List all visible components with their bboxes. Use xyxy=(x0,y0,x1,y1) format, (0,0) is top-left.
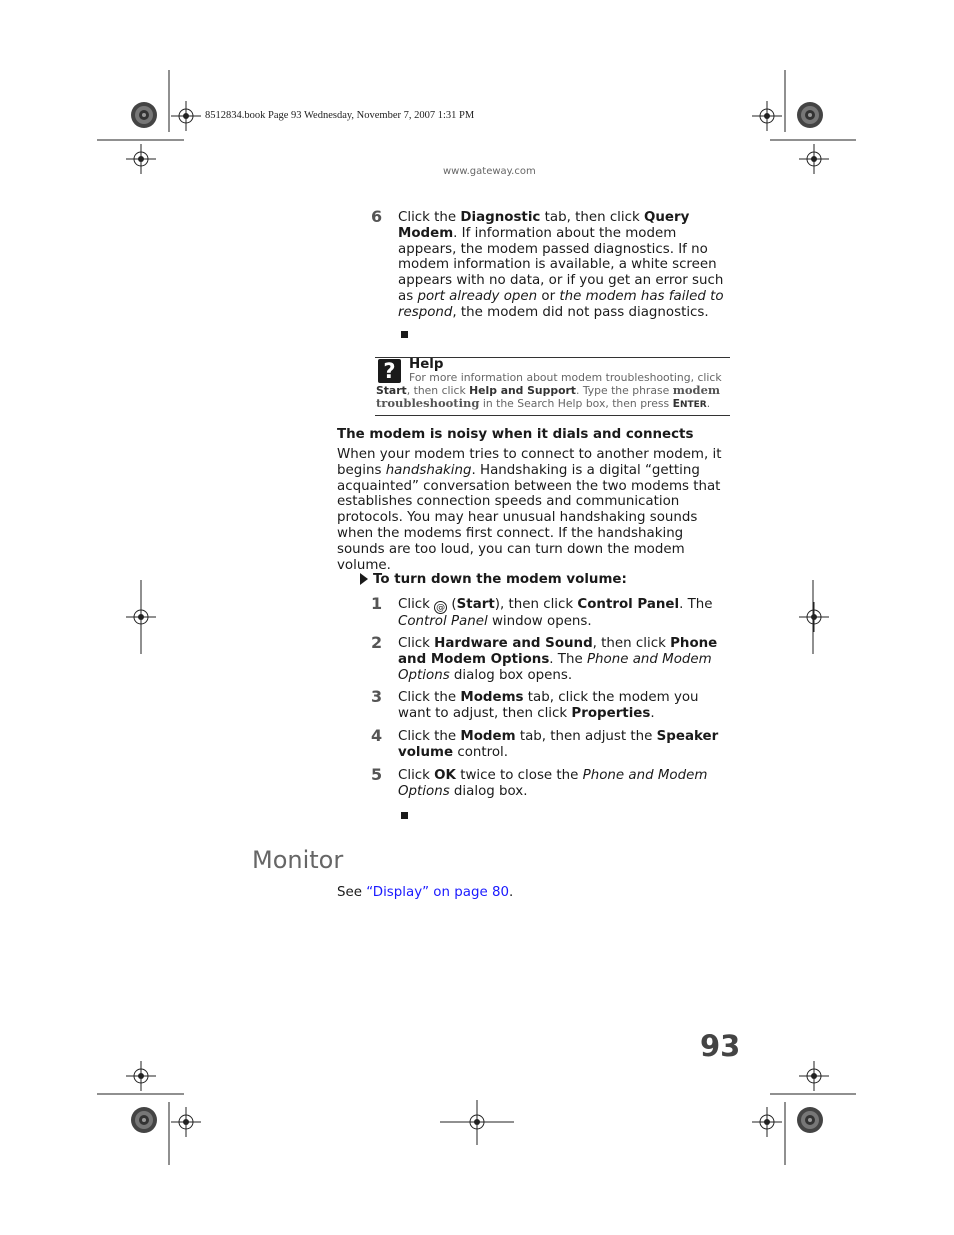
step-6-text: Click the Diagnostic tab, then click Query Modem. If information about the modem appears, the modem passed diagnostics. If no modem information is available, a white screen appears with no data, or if you get an error such as port already open or the modem has failed to respond, the modem did not pass diagnostics. xyxy=(398,210,724,320)
help-text: For more information about modem troubleshooting, click Start, then click Help and Support. Type the phrase modem troubleshooting in the Search Help box, then press ENTER. xyxy=(376,371,722,411)
step-3-text: Click the Modems tab, click the modem you want to adjust, then click Properties. xyxy=(398,690,699,721)
page-number: 93 xyxy=(700,1029,741,1063)
help-question-icon: ? xyxy=(378,359,401,383)
step-3-number: 3 xyxy=(371,687,383,706)
book-info: 8512834.book Page 93 Wednesday, November 7, 2007 1:31 PM xyxy=(205,110,475,121)
display-link[interactable]: “Display” on page 80 xyxy=(366,885,509,900)
step-4-number: 4 xyxy=(371,726,383,745)
section-paragraph: When your modem tries to connect to another modem, it begins handshaking. Handshaking is a digital “getting acquainted” conversation between the two modems that establishes connection speeds and communication protocols. You may hear unusual handshaking sounds when the modems first connect. If the handshaking sounds are too loud, you can turn down the modem volume. xyxy=(337,447,722,573)
end-of-procedure-mark xyxy=(401,812,408,819)
windows-start-icon: @ xyxy=(436,603,446,613)
step-2-number: 2 xyxy=(371,633,383,652)
step-5-text: Click OK twice to close the Phone and Modem Options dialog box. xyxy=(398,768,708,799)
see-reference: See “Display” on page 80. xyxy=(337,885,514,900)
procedure-title: To turn down the modem volume: xyxy=(373,572,627,587)
step-1-number: 1 xyxy=(371,594,383,613)
step-5-number: 5 xyxy=(371,765,383,784)
step-2-text: Click Hardware and Sound, then click Phone and Modem Options. The Phone and Modem Options dialog box opens. xyxy=(398,636,718,683)
step-4-text: Click the Modem tab, then adjust the Speaker volume control. xyxy=(398,729,719,760)
end-of-procedure-mark xyxy=(401,331,408,338)
monitor-heading: Monitor xyxy=(252,846,344,874)
step-6-number: 6 xyxy=(371,207,383,226)
step-1-text: Click @ (Start), then click Control Panel. The Control Panel window opens. xyxy=(398,597,713,629)
section-heading: The modem is noisy when it dials and connects xyxy=(337,427,694,442)
site-url: www.gateway.com xyxy=(443,166,536,177)
help-title: Help xyxy=(409,357,444,372)
procedure-arrow-icon xyxy=(360,573,368,585)
